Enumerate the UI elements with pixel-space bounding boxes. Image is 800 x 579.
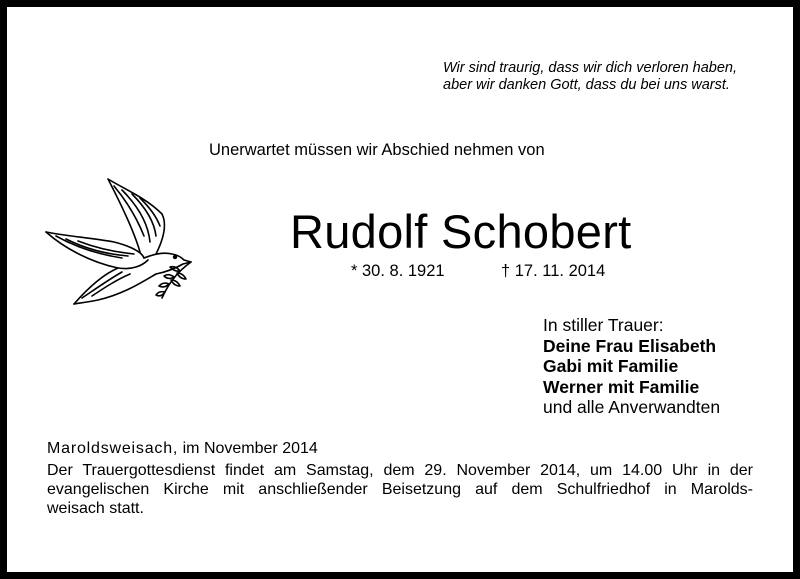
mourners-closing: und alle Anverwandten — [543, 397, 721, 417]
quote — [443, 60, 773, 94]
mourners-block — [543, 315, 720, 418]
mourner-name: Deine Frau Elisabeth — [543, 335, 717, 356]
service-line-2: evangelischen Kirche mit anschließender Beisetzung auf dem Schulfriedhof in Marolds- — [47, 481, 753, 498]
service-line-3: weisach statt. — [47, 500, 144, 517]
death-date: † 17. 11. 2014 — [501, 262, 606, 280]
mourner-name: Gabi mit Familie — [543, 356, 679, 376]
service-notice — [47, 461, 753, 518]
quote-line-1: Wir sind traurig, dass wir dich verloren haben, — [443, 60, 738, 76]
town-name: Maroldsweisach, — [47, 440, 179, 457]
place-and-date — [47, 440, 318, 458]
service-line-1: Der Trauergottesdienst findet am Samstag, dem 29. November 2014, um 14.00 Uhr in der — [47, 462, 753, 479]
quote-line-2: aber wir danken Gott, dass du bei uns warst. — [443, 77, 730, 93]
mourners-header: In stiller Trauer: — [543, 315, 664, 335]
intro-text: Unerwartet müssen wir Abschied nehmen von — [209, 141, 545, 159]
deceased-name: Rudolf Schobert — [290, 205, 632, 258]
mourner-name: Werner mit Familie — [543, 376, 700, 397]
dove-icon — [44, 176, 196, 306]
notice-date: im November 2014 — [182, 440, 318, 457]
birth-date: * 30. 8. 1921 — [351, 262, 445, 280]
